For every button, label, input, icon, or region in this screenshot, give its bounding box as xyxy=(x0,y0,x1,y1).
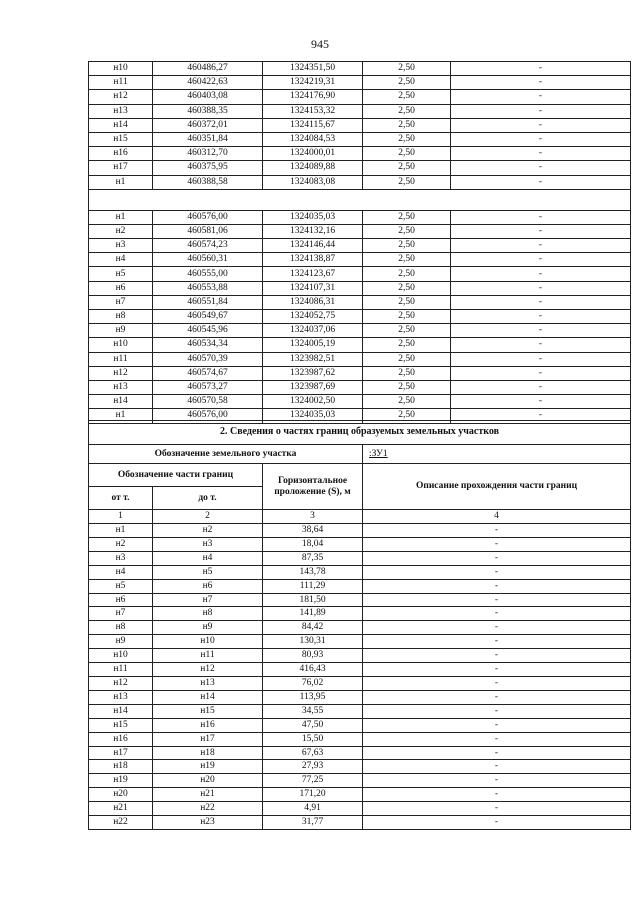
coordinate-y: 1324138,87 xyxy=(263,253,363,267)
coordinate-y: 1324115,67 xyxy=(263,118,363,132)
point-name: н13 xyxy=(89,104,153,118)
point-name: н1 xyxy=(89,210,153,224)
table-row xyxy=(89,132,631,146)
coordinate-x: 460570,58 xyxy=(153,395,263,409)
table-row xyxy=(89,281,631,295)
table-row xyxy=(89,760,631,774)
from-point: н16 xyxy=(89,732,153,746)
horizontal-length: 111,29 xyxy=(263,579,363,593)
coordinate-x: 460388,58 xyxy=(153,175,263,189)
accuracy-value: 2,50 xyxy=(363,380,451,394)
to-point: н9 xyxy=(153,621,263,635)
table-row xyxy=(89,746,631,760)
accuracy-value: 2,50 xyxy=(363,132,451,146)
point-name: н16 xyxy=(89,147,153,161)
from-point: н20 xyxy=(89,788,153,802)
table-row xyxy=(89,593,631,607)
to-point: н22 xyxy=(153,802,263,816)
from-point: н8 xyxy=(89,621,153,635)
from-point: н10 xyxy=(89,649,153,663)
accuracy-value: 2,50 xyxy=(363,175,451,189)
table-row xyxy=(89,76,631,90)
to-point: н20 xyxy=(153,774,263,788)
to-point: н10 xyxy=(153,635,263,649)
part-description: - xyxy=(363,537,631,551)
from-point: н4 xyxy=(89,565,153,579)
table-row xyxy=(89,295,631,309)
designation-label: Обозначение земельного участка xyxy=(89,445,363,464)
to-point: н14 xyxy=(153,690,263,704)
to-point: н12 xyxy=(153,663,263,677)
accuracy-value: 2,50 xyxy=(363,338,451,352)
part-description: - xyxy=(363,579,631,593)
table-row xyxy=(89,380,631,394)
coordinate-x: 460375,95 xyxy=(153,161,263,175)
point-name: н13 xyxy=(89,380,153,394)
table-row xyxy=(89,816,631,830)
horizontal-length: 130,31 xyxy=(263,635,363,649)
table-row xyxy=(89,118,631,132)
table-row xyxy=(89,649,631,663)
accuracy-value: 2,50 xyxy=(363,239,451,253)
description-value: - xyxy=(451,104,631,118)
to-point: н15 xyxy=(153,704,263,718)
description-value: - xyxy=(451,310,631,324)
header-part: Обозначение части границ xyxy=(89,464,263,487)
to-point: н18 xyxy=(153,746,263,760)
accuracy-value: 2,50 xyxy=(363,90,451,104)
horizontal-length: 34,55 xyxy=(263,704,363,718)
coordinate-y: 1324219,31 xyxy=(263,76,363,90)
coordinate-x: 460534,34 xyxy=(153,338,263,352)
description-value: - xyxy=(451,118,631,132)
from-point: н17 xyxy=(89,746,153,760)
coordinate-y: 1324351,50 xyxy=(263,62,363,76)
from-point: н5 xyxy=(89,579,153,593)
table-row xyxy=(89,718,631,732)
table-row xyxy=(89,310,631,324)
header-length: Горизонтальное проложение (S), м xyxy=(263,464,363,510)
coordinate-x: 460312,70 xyxy=(153,147,263,161)
part-description: - xyxy=(363,524,631,538)
table-row xyxy=(89,161,631,175)
point-name: н10 xyxy=(89,338,153,352)
table-row xyxy=(89,551,631,565)
table-row xyxy=(89,338,631,352)
coordinate-x: 460372,01 xyxy=(153,118,263,132)
coordinate-x: 460581,06 xyxy=(153,224,263,238)
description-value: - xyxy=(451,224,631,238)
table-row xyxy=(89,579,631,593)
from-point: н6 xyxy=(89,593,153,607)
coordinate-x: 460351,84 xyxy=(153,132,263,146)
header-from: от т. xyxy=(89,487,153,510)
to-point: н21 xyxy=(153,788,263,802)
coordinate-y: 1324176,90 xyxy=(263,90,363,104)
coordinate-y: 1323982,51 xyxy=(263,352,363,366)
point-name: н1 xyxy=(89,175,153,189)
horizontal-length: 38,64 xyxy=(263,524,363,538)
coordinate-x: 460574,23 xyxy=(153,239,263,253)
coordinate-y: 1324005,19 xyxy=(263,338,363,352)
point-name: н4 xyxy=(89,253,153,267)
horizontal-length: 77,25 xyxy=(263,774,363,788)
to-point: н17 xyxy=(153,732,263,746)
accuracy-value: 2,50 xyxy=(363,147,451,161)
part-description: - xyxy=(363,649,631,663)
description-value: - xyxy=(451,338,631,352)
coordinate-y: 1324086,31 xyxy=(263,295,363,309)
to-point: н11 xyxy=(153,649,263,663)
column-number: 3 xyxy=(263,510,363,524)
coordinate-y: 1324089,88 xyxy=(263,161,363,175)
to-point: н5 xyxy=(153,565,263,579)
column-number: 4 xyxy=(363,510,631,524)
coordinate-x: 460545,96 xyxy=(153,324,263,338)
page-number: 945 xyxy=(311,37,329,51)
table-row xyxy=(89,175,631,189)
point-name: н11 xyxy=(89,76,153,90)
point-name: н12 xyxy=(89,366,153,380)
description-value: - xyxy=(451,409,631,423)
designation-value: :ЗУ1 xyxy=(363,445,631,464)
horizontal-length: 67,63 xyxy=(263,746,363,760)
table-row xyxy=(89,607,631,621)
description-value: - xyxy=(451,253,631,267)
table-row xyxy=(89,524,631,538)
table-row xyxy=(89,395,631,409)
point-name: н11 xyxy=(89,352,153,366)
point-name: н12 xyxy=(89,90,153,104)
boundary-parts-table xyxy=(88,420,631,830)
table-spacer-row xyxy=(89,189,631,210)
coordinate-x: 460422,63 xyxy=(153,76,263,90)
header-description: Описание прохождения части границ xyxy=(363,464,631,510)
accuracy-value: 2,50 xyxy=(363,366,451,380)
table-row xyxy=(89,267,631,281)
coordinate-y: 1324123,67 xyxy=(263,267,363,281)
horizontal-length: 15,50 xyxy=(263,732,363,746)
horizontal-length: 4,91 xyxy=(263,802,363,816)
coordinate-y: 1323987,62 xyxy=(263,366,363,380)
from-point: н14 xyxy=(89,704,153,718)
coordinate-y: 1324084,53 xyxy=(263,132,363,146)
description-value: - xyxy=(451,352,631,366)
horizontal-length: 113,95 xyxy=(263,690,363,704)
horizontal-length: 181,50 xyxy=(263,593,363,607)
part-description: - xyxy=(363,635,631,649)
from-point: н12 xyxy=(89,676,153,690)
coordinate-x: 460570,39 xyxy=(153,352,263,366)
coordinate-x: 460574,67 xyxy=(153,366,263,380)
table-row xyxy=(89,788,631,802)
part-description: - xyxy=(363,621,631,635)
to-point: н6 xyxy=(153,579,263,593)
description-value: - xyxy=(451,147,631,161)
table-row xyxy=(89,90,631,104)
table-row xyxy=(89,224,631,238)
horizontal-length: 141,89 xyxy=(263,607,363,621)
horizontal-length: 80,93 xyxy=(263,649,363,663)
accuracy-value: 2,50 xyxy=(363,118,451,132)
from-point: н11 xyxy=(89,663,153,677)
horizontal-length: 84,42 xyxy=(263,621,363,635)
table-row xyxy=(89,210,631,224)
description-value: - xyxy=(451,295,631,309)
point-name: н10 xyxy=(89,62,153,76)
from-point: н7 xyxy=(89,607,153,621)
from-point: н22 xyxy=(89,816,153,830)
table-row xyxy=(89,62,631,76)
description-value: - xyxy=(451,324,631,338)
point-name: н1 xyxy=(89,409,153,423)
part-description: - xyxy=(363,774,631,788)
description-value: - xyxy=(451,76,631,90)
part-description: - xyxy=(363,788,631,802)
from-point: н19 xyxy=(89,774,153,788)
accuracy-value: 2,50 xyxy=(363,395,451,409)
part-description: - xyxy=(363,593,631,607)
description-value: - xyxy=(451,239,631,253)
description-value: - xyxy=(451,366,631,380)
table-row xyxy=(89,147,631,161)
part-description: - xyxy=(363,802,631,816)
table-row xyxy=(89,663,631,677)
coordinate-y: 1324146,44 xyxy=(263,239,363,253)
coordinate-y: 1324083,08 xyxy=(263,175,363,189)
accuracy-value: 2,50 xyxy=(363,76,451,90)
coordinate-y: 1324107,31 xyxy=(263,281,363,295)
accuracy-value: 2,50 xyxy=(363,161,451,175)
table-row xyxy=(89,690,631,704)
horizontal-length: 31,77 xyxy=(263,816,363,830)
part-description: - xyxy=(363,607,631,621)
accuracy-value: 2,50 xyxy=(363,281,451,295)
to-point: н8 xyxy=(153,607,263,621)
horizontal-length: 76,02 xyxy=(263,676,363,690)
coordinate-x: 460403,08 xyxy=(153,90,263,104)
part-description: - xyxy=(363,551,631,565)
coordinate-y: 1323987,69 xyxy=(263,380,363,394)
horizontal-length: 143,78 xyxy=(263,565,363,579)
accuracy-value: 2,50 xyxy=(363,267,451,281)
point-name: н14 xyxy=(89,118,153,132)
coordinate-y: 1324000,01 xyxy=(263,147,363,161)
point-name: н5 xyxy=(89,267,153,281)
to-point: н7 xyxy=(153,593,263,607)
table-row xyxy=(89,635,631,649)
to-point: н4 xyxy=(153,551,263,565)
coordinate-y: 1324035,03 xyxy=(263,210,363,224)
table-row xyxy=(89,253,631,267)
table-row xyxy=(89,352,631,366)
from-point: н1 xyxy=(89,524,153,538)
coordinate-x: 460549,67 xyxy=(153,310,263,324)
coordinate-y: 1324153,32 xyxy=(263,104,363,118)
description-value: - xyxy=(451,267,631,281)
part-description: - xyxy=(363,690,631,704)
description-value: - xyxy=(451,161,631,175)
coordinate-y: 1324052,75 xyxy=(263,310,363,324)
from-point: н9 xyxy=(89,635,153,649)
from-point: н18 xyxy=(89,760,153,774)
coordinate-x: 460573,27 xyxy=(153,380,263,394)
part-description: - xyxy=(363,816,631,830)
coordinates-table xyxy=(88,61,631,424)
accuracy-value: 2,50 xyxy=(363,310,451,324)
description-value: - xyxy=(451,395,631,409)
description-value: - xyxy=(451,175,631,189)
to-point: н19 xyxy=(153,760,263,774)
accuracy-value: 2,50 xyxy=(363,295,451,309)
header-to: до т. xyxy=(153,487,263,510)
part-description: - xyxy=(363,676,631,690)
part-description: - xyxy=(363,704,631,718)
horizontal-length: 416,43 xyxy=(263,663,363,677)
to-point: н13 xyxy=(153,676,263,690)
part-description: - xyxy=(363,732,631,746)
coordinate-y: 1324132,16 xyxy=(263,224,363,238)
coordinate-x: 460576,00 xyxy=(153,409,263,423)
coordinate-x: 460388,35 xyxy=(153,104,263,118)
table-row xyxy=(89,366,631,380)
point-name: н8 xyxy=(89,310,153,324)
column-number: 2 xyxy=(153,510,263,524)
coordinate-x: 460486,27 xyxy=(153,62,263,76)
table-row xyxy=(89,732,631,746)
coordinate-y: 1324037,06 xyxy=(263,324,363,338)
to-point: н2 xyxy=(153,524,263,538)
table-row xyxy=(89,621,631,635)
coordinate-y: 1324002,50 xyxy=(263,395,363,409)
description-value: - xyxy=(451,62,631,76)
table-row xyxy=(89,704,631,718)
table-row xyxy=(89,324,631,338)
table-row xyxy=(89,774,631,788)
table-row xyxy=(89,537,631,551)
accuracy-value: 2,50 xyxy=(363,253,451,267)
to-point: н23 xyxy=(153,816,263,830)
column-number: 1 xyxy=(89,510,153,524)
coordinate-x: 460576,00 xyxy=(153,210,263,224)
accuracy-value: 2,50 xyxy=(363,352,451,366)
accuracy-value: 2,50 xyxy=(363,62,451,76)
description-value: - xyxy=(451,380,631,394)
horizontal-length: 18,04 xyxy=(263,537,363,551)
point-name: н2 xyxy=(89,224,153,238)
to-point: н16 xyxy=(153,718,263,732)
accuracy-value: 2,50 xyxy=(363,210,451,224)
accuracy-value: 2,50 xyxy=(363,324,451,338)
description-value: - xyxy=(451,210,631,224)
part-description: - xyxy=(363,746,631,760)
description-value: - xyxy=(451,281,631,295)
point-name: н15 xyxy=(89,132,153,146)
from-point: н3 xyxy=(89,551,153,565)
accuracy-value: 2,50 xyxy=(363,409,451,423)
from-point: н21 xyxy=(89,802,153,816)
description-value: - xyxy=(451,132,631,146)
point-name: н9 xyxy=(89,324,153,338)
point-name: н3 xyxy=(89,239,153,253)
part-description: - xyxy=(363,565,631,579)
table-row xyxy=(89,676,631,690)
coordinate-x: 460553,88 xyxy=(153,281,263,295)
part-description: - xyxy=(363,718,631,732)
part-description: - xyxy=(363,760,631,774)
table-row xyxy=(89,104,631,118)
part-description: - xyxy=(363,663,631,677)
table-row xyxy=(89,802,631,816)
coordinate-x: 460555,00 xyxy=(153,267,263,281)
point-name: н6 xyxy=(89,281,153,295)
table-row xyxy=(89,565,631,579)
description-value: - xyxy=(451,90,631,104)
horizontal-length: 171,20 xyxy=(263,788,363,802)
accuracy-value: 2,50 xyxy=(363,224,451,238)
point-name: н17 xyxy=(89,161,153,175)
to-point: н3 xyxy=(153,537,263,551)
coordinate-x: 460551,84 xyxy=(153,295,263,309)
table-row xyxy=(89,239,631,253)
horizontal-length: 27,93 xyxy=(263,760,363,774)
point-name: н7 xyxy=(89,295,153,309)
from-point: н15 xyxy=(89,718,153,732)
section-title: 2. Сведения о частях границ образуемых земельных участков xyxy=(89,421,631,445)
point-name: н14 xyxy=(89,395,153,409)
horizontal-length: 87,35 xyxy=(263,551,363,565)
coordinate-y: 1324035,03 xyxy=(263,409,363,423)
from-point: н2 xyxy=(89,537,153,551)
accuracy-value: 2,50 xyxy=(363,104,451,118)
coordinate-x: 460560,31 xyxy=(153,253,263,267)
from-point: н13 xyxy=(89,690,153,704)
horizontal-length: 47,50 xyxy=(263,718,363,732)
